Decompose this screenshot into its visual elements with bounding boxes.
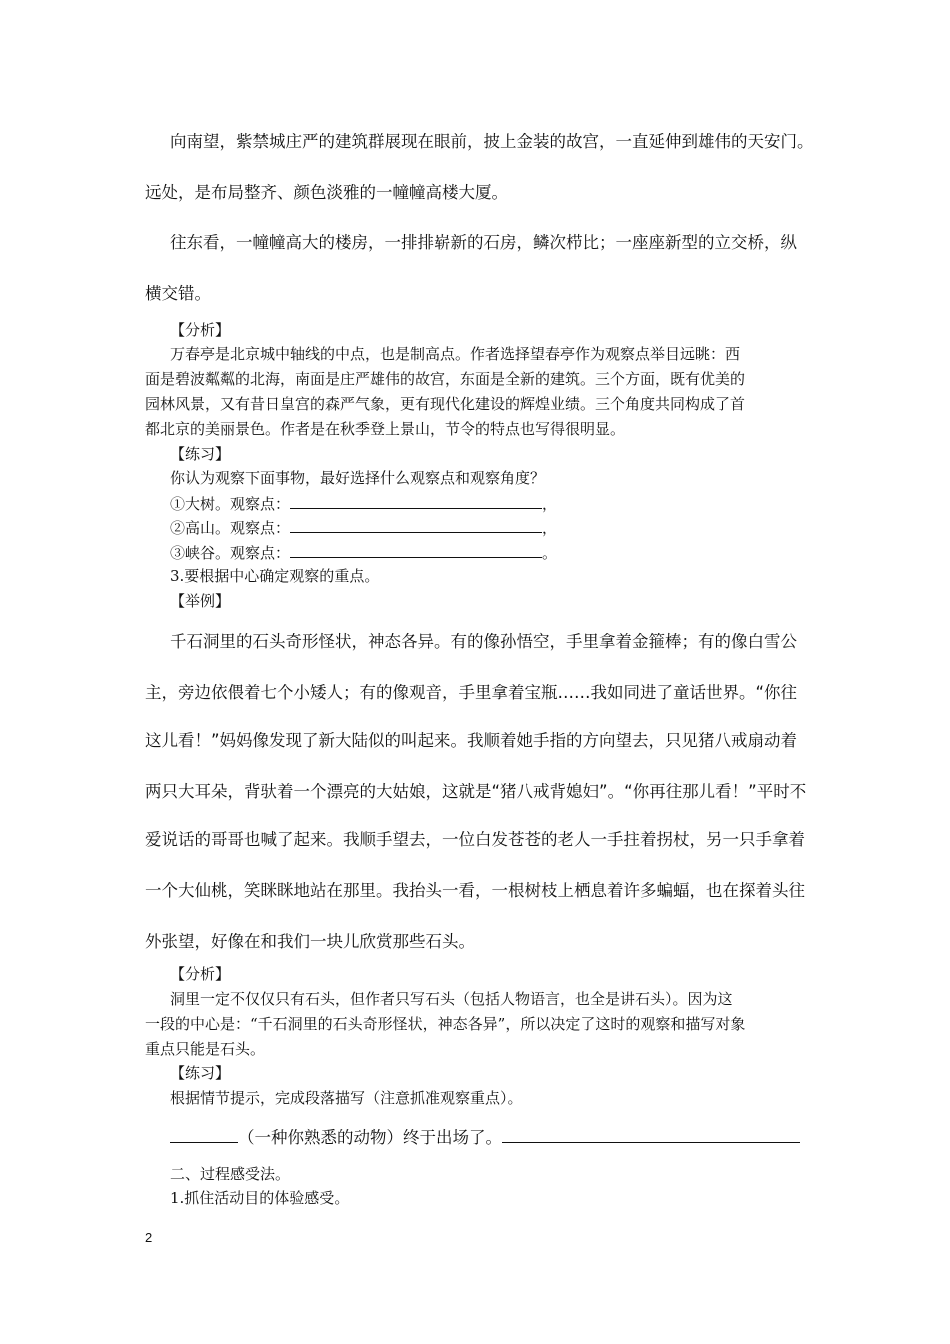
item-label: ②高山。观察点： [170,519,291,537]
example-line: 两只大耳朵，背驮着一个漂亮的大姑娘，这就是“猪八戒背媳妇”。“你再往那儿看！”平时不 [145,782,807,801]
section-2-heading: 二、过程感受法。 [170,1165,291,1183]
analysis2-line3: 重点只能是石头。 [145,1040,266,1058]
item-label: ①大树。观察点： [170,495,291,513]
example-line: 千石洞里的石头奇形怪状，神态各异。有的像孙悟空，手里拿着金箍棒；有的像白雪公 [170,632,797,651]
description-blank[interactable] [502,1126,800,1143]
practice1-item-gorge [170,541,557,563]
item-end: 。 [542,544,558,562]
example-line: 一个大仙桃，笑眯眯地站在那里。我抬头一看，一根树枝上栖息着许多蝙蝠，也在探着头往 [145,881,805,900]
point-1: 1.抓住活动目的体验感受。 [170,1189,350,1207]
para1-line2: 远处，是布局整齐、颜色淡雅的一幢幢高楼大厦。 [145,183,508,202]
example-line: 外张望，好像在和我们一块儿欣赏那些石头。 [145,932,475,951]
practice1-heading: 【练习】 [170,445,231,463]
practice2-fill-line [170,1124,800,1148]
example-line: 主，旁边依偎着七个小矮人；有的像观音，手里拿着宝瓶……我如同进了童话世界。“你往 [145,683,798,702]
practice1-question: 你认为观察下面事物，最好选择什么观察点和观察角度？ [170,469,546,487]
analysis1-heading: 【分析】 [170,321,231,339]
example-line: 爱说话的哥哥也喊了起来。我顺手望去，一位白发苍苍的老人一手拄着拐杖，另一只手拿着 [145,830,805,849]
answer-blank[interactable] [290,541,542,558]
practice1-item-tree [170,492,557,514]
item-label: ③峡谷。观察点： [170,544,291,562]
practice2-instruction: 根据情节提示，完成段落描写（注意抓准观察重点）。 [170,1089,523,1107]
para1-line1: 向南望，紫禁城庄严的建筑群展现在眼前，披上金装的故宫，一直延伸到雄伟的天安门。 [170,132,814,151]
answer-blank[interactable] [290,516,542,533]
para2-line2: 横交错。 [145,284,211,303]
practice2-heading: 【练习】 [170,1064,231,1082]
point-3: 3.要根据中心确定观察的重点。 [170,567,380,585]
animal-blank[interactable] [170,1126,238,1143]
item-end: ， [542,519,558,537]
example-line: 这儿看！”妈妈像发现了新大陆似的叫起来。我顺着她手指的方向望去，只见猪八戒扇动着 [145,731,798,750]
analysis2-line1: 洞里一定不仅仅只有石头，但作者只写石头（包括人物语言，也全是讲石头）。因为这 [170,990,733,1008]
analysis1-line2: 面是碧波粼粼的北海，南面是庄严雄伟的故宫，东面是全新的建筑。三个方面，既有优美的 [145,370,746,388]
answer-blank[interactable] [290,492,542,509]
para2-line1: 往东看，一幢幢高大的楼房，一排排崭新的石房，鳞次栉比；一座座新型的立交桥，纵 [170,233,797,252]
analysis2-line2: 一段的中心是：“千石洞里的石头奇形怪状，神态各异”，所以决定了这时的观察和描写对象 [145,1015,746,1033]
practice1-item-mountain [170,516,557,538]
fill-prompt: （一种你熟悉的动物）终于出场了。 [238,1128,502,1147]
page-number: 2 [145,1230,153,1245]
item-end: ， [542,495,558,513]
analysis1-line1: 万春亭是北京城中轴线的中点，也是制高点。作者选择望春亭作为观察点举目远眺：西 [170,345,741,363]
analysis1-line3: 园林风景，又有昔日皇宫的森严气象，更有现代化建设的辉煌业绩。三个角度共同构成了首 [145,395,746,413]
analysis2-heading: 【分析】 [170,965,231,983]
example-heading: 【举例】 [170,592,231,610]
analysis1-line4: 都北京的美丽景色。作者是在秋季登上景山，节令的特点也写得很明显。 [145,420,626,438]
